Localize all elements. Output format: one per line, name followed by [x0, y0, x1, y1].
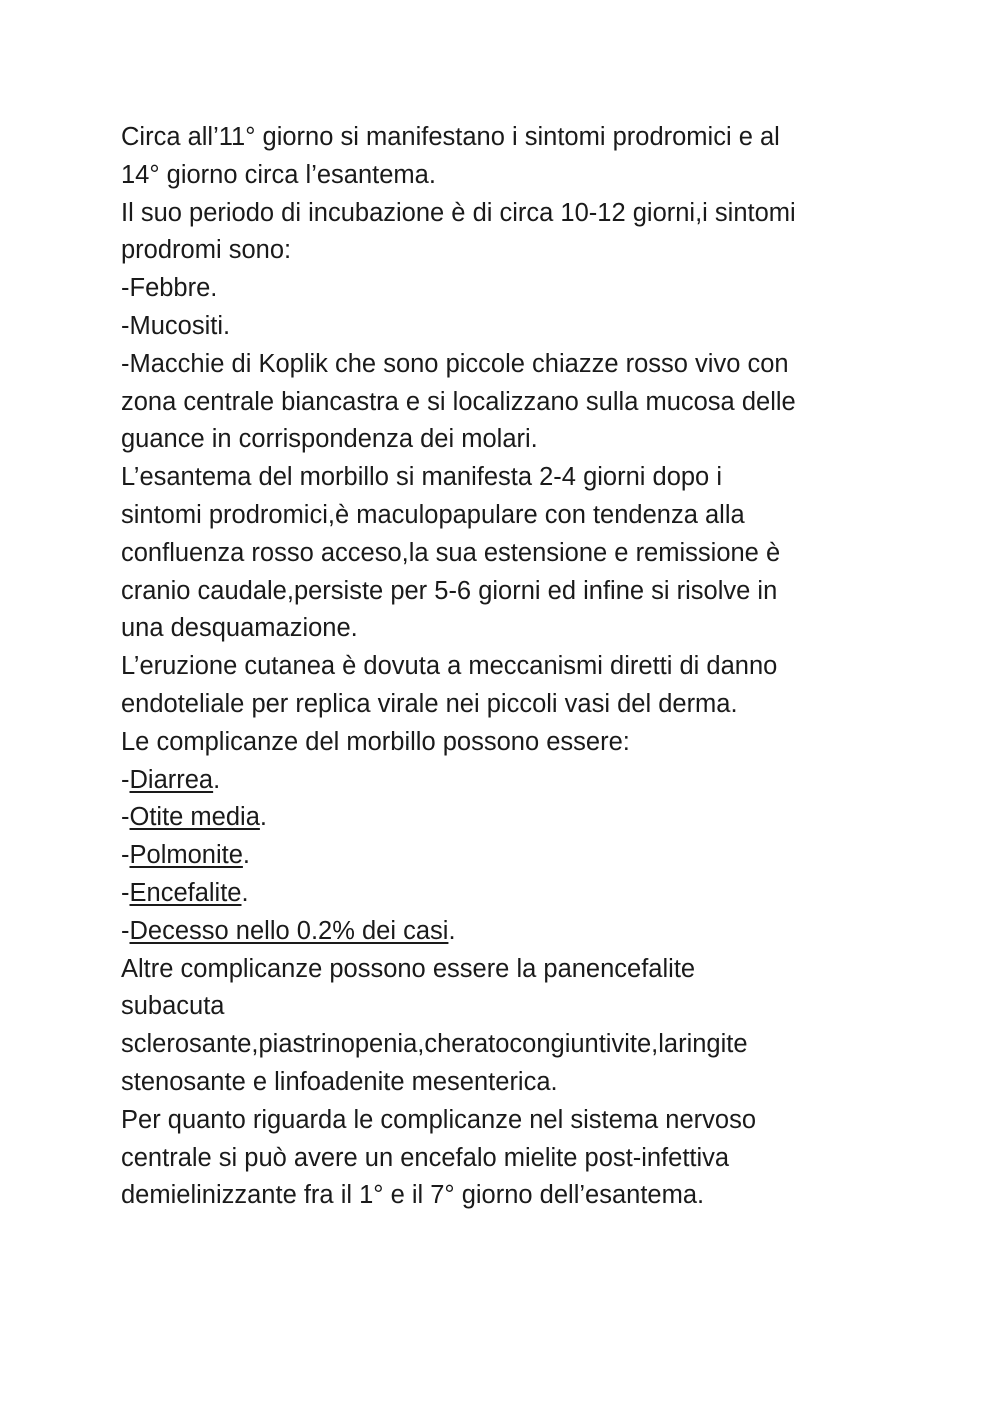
- complication-link[interactable]: Polmonite: [129, 841, 243, 870]
- text-line: L’esantema del morbillo si manifesta 2-4 giorni dopo i: [121, 463, 722, 492]
- complication-link[interactable]: Diarrea: [129, 765, 214, 794]
- list-dash: -: [121, 878, 130, 907]
- complication-item: [121, 762, 911, 800]
- list-period: .: [259, 803, 267, 832]
- complication-link[interactable]: Decesso nello 0.2% dei casi: [129, 916, 449, 945]
- list-period: .: [242, 841, 250, 870]
- text-line: cranio caudale,persiste per 5-6 giorni ed infine si risolve in: [121, 576, 778, 605]
- text-line: centrale si può avere un encefalo mielite post-infettiva: [121, 1143, 730, 1172]
- list-period: .: [241, 878, 249, 907]
- text-line: Le complicanze del morbillo possono essere:: [121, 727, 630, 756]
- text-line: endoteliale per replica virale nei piccoli vasi del derma.: [121, 689, 738, 718]
- body-text: [121, 119, 911, 1215]
- symptom-item: -Macchie di Koplik che sono piccole chiazze rosso vivo con: [121, 349, 789, 378]
- list-dash: -: [121, 803, 130, 832]
- text-line: subacuta: [121, 992, 225, 1021]
- list-dash: -: [121, 765, 130, 794]
- text-line: Il suo periodo di incubazione è di circa 10-12 giorni,i sintomi: [121, 198, 796, 227]
- symptom-item: -Febbre.: [121, 274, 218, 303]
- text-line: zona centrale biancastra e si localizzano sulla mucosa delle: [121, 387, 796, 416]
- text-line: L’eruzione cutanea è dovuta a meccanismi diretti di danno: [121, 652, 778, 681]
- complication-item: [121, 799, 911, 837]
- list-period: .: [213, 765, 221, 794]
- text-line: Circa all’11° giorno si manifestano i sintomi prodromici e al: [121, 123, 780, 151]
- complication-item: [121, 913, 911, 951]
- text-line: una desquamazione.: [121, 614, 358, 643]
- text-line: Altre complicanze possono essere la panencefalite: [121, 954, 696, 983]
- list-dash: -: [121, 916, 130, 945]
- complication-item: [121, 837, 911, 875]
- complication-link[interactable]: Otite media: [129, 803, 260, 832]
- text-line: demielinizzante fra il 1° e il 7° giorno dell’esantema.: [121, 1181, 705, 1210]
- complication-link[interactable]: Encefalite: [129, 878, 242, 907]
- text-line: confluenza rosso acceso,la sua estensione e remissione è: [121, 538, 781, 567]
- text-line: Per quanto riguarda le complicanze nel sistema nervoso: [121, 1105, 757, 1134]
- text-line: guance in corrispondenza dei molari.: [121, 425, 538, 454]
- list-dash: -: [121, 841, 130, 870]
- text-line: sintomi prodromici,è maculopapulare con tendenza alla: [121, 500, 745, 529]
- text-line: sclerosante,piastrinopenia,cheratocongiuntivite,laringite: [121, 1030, 748, 1059]
- text-line: 14° giorno circa l’esantema.: [121, 160, 436, 189]
- list-period: .: [448, 916, 456, 945]
- complication-item: [121, 875, 911, 913]
- text-line: stenosante e linfoadenite mesenterica.: [121, 1067, 558, 1096]
- text-line: prodromi sono:: [121, 236, 292, 265]
- symptom-item: -Mucositi.: [121, 311, 231, 340]
